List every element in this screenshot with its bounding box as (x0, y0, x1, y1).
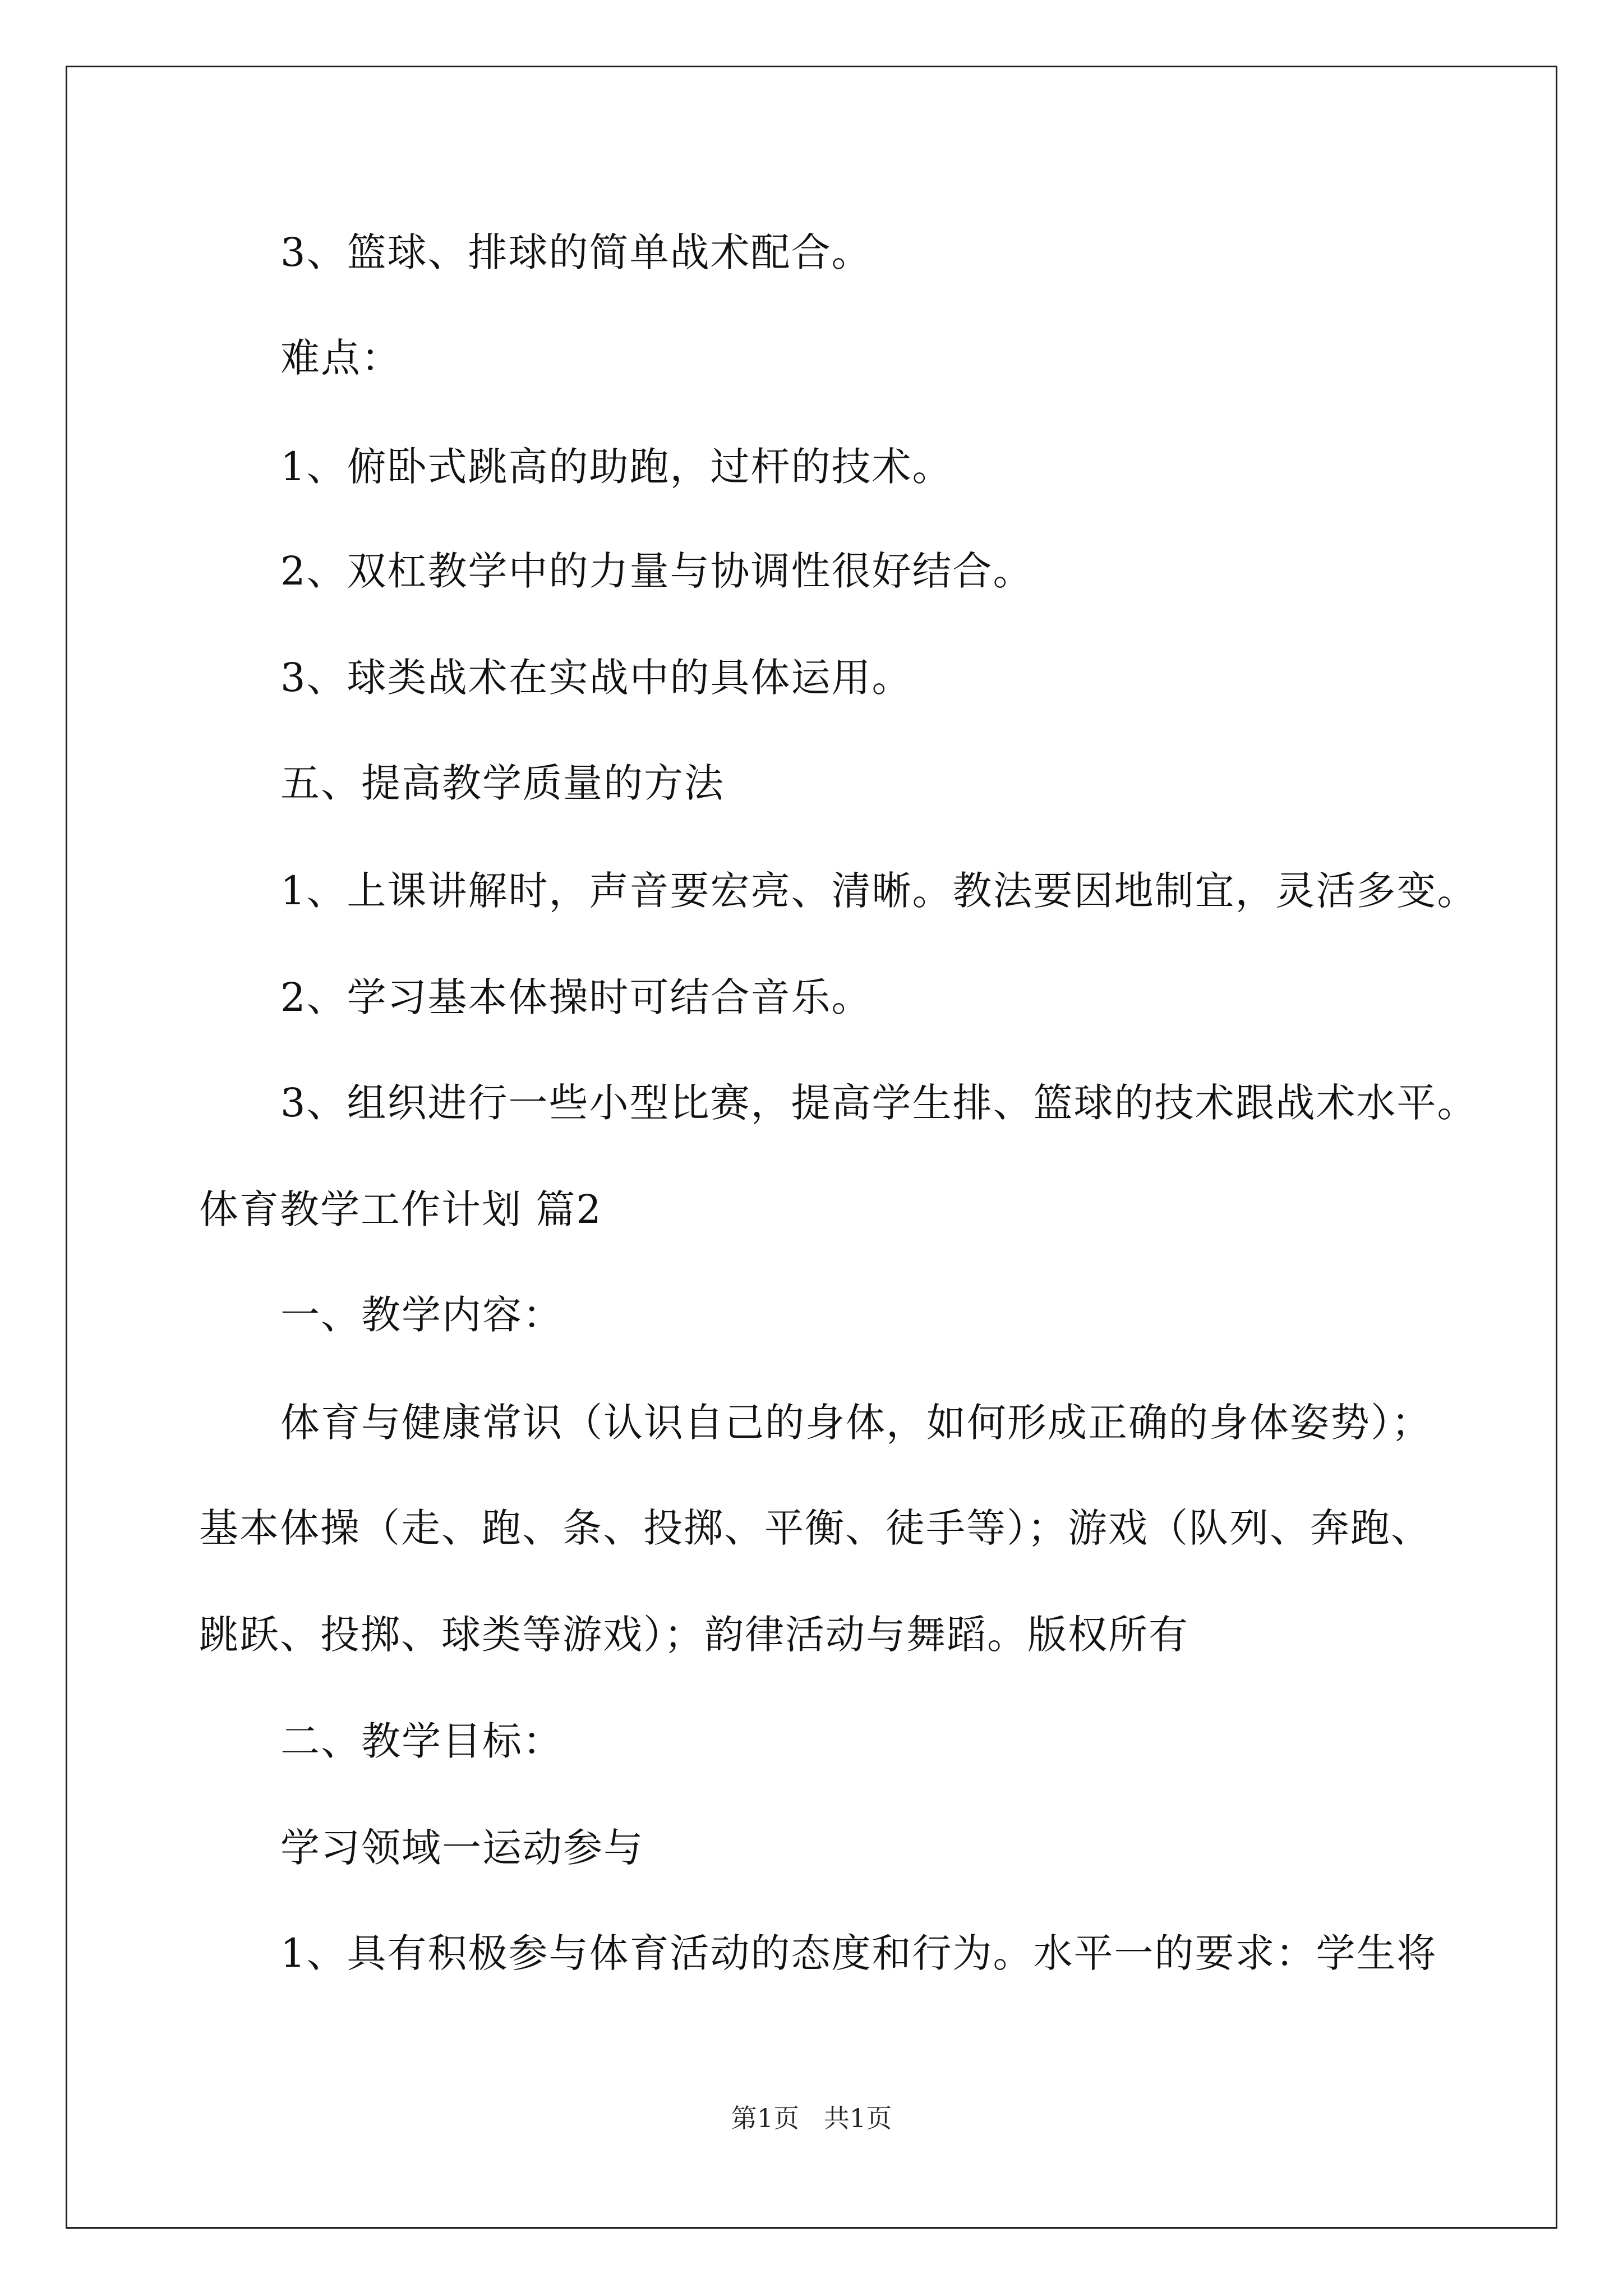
text-line: 2、学习基本体操时可结合音乐。 (280, 974, 872, 1020)
text-line: 跳跃、投掷、球类等游戏）；韵律活动与舞蹈。版权所有 (199, 1612, 1189, 1658)
text-line: 1、具有积极参与体育活动的态度和行为。水平一的要求：学生将 (280, 1930, 1437, 1976)
text-line: 体育与健康常识（认识自己的身体，如何形成正确的身体姿势）； (280, 1400, 1432, 1446)
text-line: 1、上课讲解时，声音要宏亮、清晰。教法要因地制宜，灵活多变。 (280, 868, 1478, 914)
page-border (66, 66, 1557, 2229)
chapter-title: 体育教学工作计划 篇2 (199, 1186, 602, 1232)
text-line: 基本体操（走、跑、条、投掷、平衡、徒手等）；游戏（队列、奔跑、 (199, 1505, 1431, 1551)
text-line: 难点： (280, 335, 402, 381)
page-number-footer: 第1页 共1页 (731, 2103, 892, 2133)
text-line: 3、球类战术在实战中的具体运用。 (280, 655, 912, 701)
text-line: 3、组织进行一些小型比赛，提高学生排、篮球的技术跟战术水平。 (280, 1080, 1478, 1126)
text-line: 1、俯卧式跳高的助跑，过杆的技术。 (280, 444, 953, 490)
section-heading: 二、教学目标： (280, 1718, 563, 1764)
section-heading: 五、提高教学质量的方法 (280, 760, 725, 806)
text-line: 学习领域一运动参与 (280, 1825, 644, 1871)
text-line: 2、双杠教学中的力量与协调性很好结合。 (280, 548, 1034, 594)
text-line: 3、篮球、排球的简单战术配合。 (280, 229, 872, 275)
section-heading: 一、教学内容： (280, 1292, 563, 1338)
